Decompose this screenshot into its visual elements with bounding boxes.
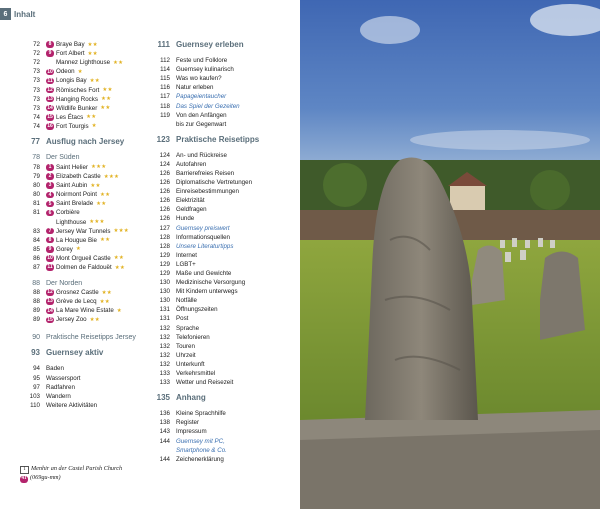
rating-stars: ★★ <box>101 289 112 296</box>
toc-page-number: 81 <box>33 209 40 217</box>
toc-page-number: 110 <box>30 401 40 409</box>
poi-badge: 12 <box>47 86 53 93</box>
poi-badge: 15 <box>47 316 53 323</box>
cloud <box>410 130 590 150</box>
toc-entry[interactable] <box>150 314 290 323</box>
poi-badge: 12 <box>47 289 53 296</box>
poi-badge: 8 <box>46 41 54 48</box>
toc-label: Post <box>176 315 189 323</box>
toc-page-number: 133 <box>159 379 170 387</box>
toc-entry[interactable] <box>20 297 138 306</box>
toc-label: Braye Bay <box>56 41 85 49</box>
toc-page-number: 89 <box>33 316 40 324</box>
toc-page-number: 132 <box>159 360 170 368</box>
toc-label: Was wo kaufen? <box>176 75 222 83</box>
toc-page-number: 128 <box>159 242 170 250</box>
toc-label: Register <box>176 419 200 427</box>
toc-entry[interactable] <box>150 427 290 436</box>
toc-page-number: 80 <box>33 182 40 190</box>
rating-stars: ★★★ <box>89 219 105 226</box>
toc-label: Weitere Aktivitäten <box>46 401 98 409</box>
rating-stars: ★ <box>75 246 81 253</box>
rating-stars: ★ <box>77 68 83 75</box>
toc-label: Baden <box>46 365 64 373</box>
toc-entry[interactable] <box>20 364 138 373</box>
toc-label: Dolmen de Faldouët <box>56 264 112 272</box>
toc-page-number: 118 <box>160 102 170 110</box>
toc-page-number: 117 <box>160 93 170 101</box>
toc-label: Guernsey mit PC, <box>176 437 225 445</box>
menhir-photo <box>300 0 600 509</box>
page-title: Inhalt <box>14 9 36 19</box>
toc-entry[interactable] <box>20 163 138 172</box>
toc-label: Von den Anfängen <box>176 111 227 119</box>
toc-label: Sprache <box>176 324 200 332</box>
toc-entry[interactable] <box>150 260 290 269</box>
toc-entry[interactable] <box>20 85 138 94</box>
toc-label: Wassersport <box>46 374 81 382</box>
rating-stars: ★★ <box>96 200 107 207</box>
toc-page-number: 132 <box>159 324 170 332</box>
toc-label: Autofahren <box>176 160 207 168</box>
toc-entry[interactable] <box>150 151 290 160</box>
toc-label: Internet <box>176 251 197 259</box>
poi-badge: 16 <box>47 123 53 130</box>
poi-badge: 6 <box>46 210 54 217</box>
toc-label: Jersey War Tunnels <box>56 227 111 235</box>
toc-entry[interactable] <box>150 333 290 342</box>
toc-label: Wetter und Reisezeit <box>176 379 234 387</box>
toc-entry[interactable] <box>150 409 290 418</box>
toc-entry[interactable] <box>150 296 290 305</box>
section-heading[interactable]: 135 Anhang <box>156 393 206 403</box>
toc-entry[interactable] <box>20 236 138 245</box>
toc-entry[interactable] <box>20 49 138 58</box>
subsection-heading[interactable]: 78 Der Süden <box>32 154 80 162</box>
toc-entry[interactable] <box>20 40 138 49</box>
rating-stars: ★★ <box>114 264 125 271</box>
toc-entry[interactable] <box>20 245 138 254</box>
toc-label: Maße und Gewichte <box>176 270 232 278</box>
toc-entry[interactable] <box>150 233 290 242</box>
toc-label: Zeichenerklärung <box>176 455 224 463</box>
poi-badge: 14 <box>47 104 53 111</box>
toc-entry[interactable] <box>150 65 290 74</box>
toc-page-number: 83 <box>33 227 40 235</box>
toc-label: Elektrizität <box>176 197 205 205</box>
toc-page-number: 130 <box>159 279 170 287</box>
toc-label: Grosnez Castle <box>56 289 99 297</box>
toc-label: Corbière <box>56 209 80 217</box>
tree <box>323 163 367 207</box>
rating-stars: ★★★ <box>113 228 129 235</box>
toc-entry[interactable] <box>20 172 138 181</box>
toc-page-number: 132 <box>159 351 170 359</box>
house <box>450 185 485 210</box>
toc-page-number: 114 <box>160 66 170 74</box>
toc-label: Öffnungszeiten <box>176 306 218 314</box>
toc-page-number: 131 <box>159 306 170 314</box>
toc-label: LGBT+ <box>176 260 196 268</box>
toc-entry[interactable] <box>150 369 290 378</box>
toc-page-number: 132 <box>159 342 170 350</box>
rating-stars: ★★★ <box>103 173 120 180</box>
poi-badge: 2 <box>46 173 54 180</box>
toc-page-number: 73 <box>33 68 40 76</box>
toc-page-number: 72 <box>33 50 40 58</box>
toc-label: Geldfragen <box>176 206 207 214</box>
toc-entry[interactable] <box>150 305 290 314</box>
toc-entry[interactable] <box>20 95 138 104</box>
toc-entry[interactable] <box>150 278 290 287</box>
toc-label: Mit Kindern unterwegs <box>176 288 238 296</box>
toc-entry[interactable] <box>20 218 138 227</box>
toc-entry[interactable] <box>20 306 138 315</box>
section-heading[interactable]: 123 Praktische Reisetipps <box>156 134 260 144</box>
toc-page-number: 130 <box>159 297 170 305</box>
grave-stone-right <box>540 252 585 341</box>
toc-label: Barrierefreies Reisen <box>176 169 235 177</box>
poi-badge: 13 <box>47 95 53 102</box>
toc-entry[interactable] <box>150 324 290 333</box>
toc-entry[interactable] <box>20 263 138 272</box>
toc-page-number: 86 <box>33 254 40 262</box>
toc-entry[interactable] <box>150 101 290 110</box>
map-badge: 41 <box>21 476 27 481</box>
tree <box>530 170 570 210</box>
toc-page-number: 74 <box>33 113 40 121</box>
toc-label: An- und Rückreise <box>176 151 227 159</box>
toc-page-number: 84 <box>33 236 40 244</box>
poi-badge: 7 <box>46 228 54 235</box>
toc-label: Touren <box>176 342 195 350</box>
section-heading[interactable]: 111 Guernsey erleben <box>157 40 244 49</box>
toc-entry[interactable] <box>150 74 290 83</box>
toc-entry[interactable] <box>150 160 290 169</box>
toc-entry[interactable] <box>150 351 290 360</box>
toc-entry[interactable] <box>150 224 290 233</box>
rating-stars: ★★ <box>90 182 101 189</box>
subsection-heading[interactable]: 90 Praktische Reisetipps Jersey <box>32 333 136 341</box>
toc-page-number: 88 <box>33 298 40 306</box>
toc-page-number: 87 <box>33 264 40 272</box>
toc-page-number: 78 <box>33 163 40 171</box>
caption-icon: 1 <box>20 466 29 474</box>
toc-entry[interactable] <box>20 190 138 199</box>
toc-page-number: 127 <box>159 224 170 232</box>
rating-stars: ★★ <box>89 77 100 84</box>
rating-stars: ★★ <box>113 59 124 66</box>
toc-entry[interactable] <box>150 205 290 214</box>
toc-entry[interactable] <box>20 401 138 410</box>
toc-entry[interactable] <box>150 92 290 101</box>
toc-entry[interactable] <box>150 360 290 369</box>
toc-entry[interactable] <box>20 122 138 131</box>
rating-stars: ★★ <box>100 105 111 112</box>
toc-label: Smartphone & Co. <box>176 446 227 454</box>
toc-entry[interactable] <box>150 251 290 260</box>
section-heading[interactable]: 77 Ausflug nach Jersey <box>31 136 125 146</box>
rating-stars: ★★ <box>99 237 111 244</box>
toc-label: Telefonieren <box>176 333 210 341</box>
toc-label: Saint Helier <box>56 163 88 171</box>
toc-label: Uhrzeit <box>176 351 196 359</box>
subsection-heading[interactable]: 88 Der Norden <box>32 279 83 287</box>
toc-label: Guernsey preiswert <box>176 224 230 232</box>
toc-page-number: 79 <box>33 173 40 181</box>
rating-stars: ★★ <box>86 114 97 121</box>
toc-entry[interactable] <box>150 287 290 296</box>
rating-stars: ★★ <box>99 298 110 305</box>
poi-badge: 15 <box>47 114 53 121</box>
section-heading[interactable]: 93 Guernsey aktiv <box>31 348 104 358</box>
toc-entry[interactable] <box>20 392 138 401</box>
toc-label: Elizabeth Castle <box>56 173 101 181</box>
poi-badge: 5 <box>46 201 54 208</box>
toc-label: Jersey Zoo <box>56 316 87 324</box>
toc-label: Das Spiel der Gezeiten <box>176 102 240 110</box>
toc-label: Wildlife Bunker <box>56 104 98 112</box>
toc-page-number: 130 <box>159 288 170 296</box>
toc-page-number: 131 <box>159 315 170 323</box>
toc-page-number: 136 <box>159 410 170 418</box>
rating-stars: ★★ <box>87 41 98 48</box>
toc-label: Hanging Rocks <box>56 95 98 103</box>
poi-badge: 1 <box>46 164 54 171</box>
page-number: 6 <box>0 8 11 20</box>
toc-page-number: 85 <box>33 245 40 253</box>
toc-label: Longis Bay <box>56 77 87 85</box>
toc-label: Grève de Lecq <box>56 298 97 306</box>
page-header <box>0 7 35 21</box>
toc-page-number: 81 <box>33 200 40 208</box>
poi-badge: 8 <box>46 237 54 244</box>
toc-page-number: 126 <box>159 197 170 205</box>
toc-page-number: 89 <box>33 307 40 315</box>
rating-stars: ★ <box>91 123 97 130</box>
toc-page-number: 138 <box>159 419 170 427</box>
toc-entry[interactable] <box>20 315 138 324</box>
toc-page-number: 94 <box>33 365 40 373</box>
toc-entry[interactable] <box>20 67 138 76</box>
toc-label: Les Étacs <box>56 113 84 121</box>
toc-page-number: 126 <box>159 215 170 223</box>
toc-label: Fort Albert <box>56 50 85 58</box>
toc-page-number: 95 <box>33 374 40 382</box>
toc-entry[interactable] <box>20 208 138 217</box>
toc-entry[interactable] <box>150 111 290 120</box>
toc-page-number: 126 <box>159 169 170 177</box>
rating-stars: ★ <box>116 307 122 314</box>
toc-label: Fort Tourgis <box>56 122 89 130</box>
rating-stars: ★★ <box>113 255 124 262</box>
toc-entry[interactable] <box>20 58 138 67</box>
poi-badge: 13 <box>47 298 53 305</box>
poi-badge: 10 <box>47 68 53 75</box>
toc-entry[interactable] <box>150 342 290 351</box>
toc-label: Unterkunft <box>176 360 205 368</box>
toc-label: Guernsey kulinarisch <box>176 66 234 74</box>
cloud <box>360 16 420 44</box>
toc-page-number: 73 <box>33 95 40 103</box>
toc-page-number: 124 <box>159 151 170 159</box>
toc-entry[interactable] <box>150 214 290 223</box>
toc-label: Mont Orgueil Castle <box>56 254 111 262</box>
toc-page-number: 73 <box>33 86 40 94</box>
toc-label: Medizinische Versorgung <box>176 279 246 287</box>
toc-page-number: 126 <box>159 206 170 214</box>
toc-label: Verkehrsmittel <box>176 370 216 378</box>
toc-page-number: 124 <box>159 160 170 168</box>
toc-entry[interactable] <box>150 196 290 205</box>
toc-label: Römisches Fort <box>56 86 100 94</box>
toc-label: La Hougue Bie <box>56 236 97 244</box>
toc-entry[interactable] <box>20 383 138 392</box>
toc-entry[interactable] <box>20 76 138 85</box>
toc-page-number: 129 <box>159 270 170 278</box>
toc-entry[interactable] <box>150 269 290 278</box>
toc-entry[interactable] <box>20 288 138 297</box>
toc-page-number: 143 <box>159 428 170 436</box>
toc-page-number: 80 <box>33 191 40 199</box>
contents-column-left <box>20 40 138 410</box>
toc-label: Notfälle <box>176 297 197 305</box>
toc-label: Gorey <box>56 245 73 253</box>
toc-label: Mannez Lighthouse <box>56 59 111 67</box>
toc-entry[interactable] <box>150 178 290 187</box>
toc-page-number: 132 <box>159 333 170 341</box>
toc-page-number: 88 <box>33 289 40 297</box>
toc-label: Papageientaucher <box>176 93 227 101</box>
toc-label: Feste und Folklore <box>176 57 228 65</box>
toc-page-number: 144 <box>159 455 170 463</box>
toc-page-number: 72 <box>33 59 40 67</box>
toc-entry[interactable] <box>150 56 290 65</box>
toc-entry[interactable] <box>150 446 290 455</box>
toc-entry[interactable] <box>20 181 138 190</box>
photo-illustration <box>300 0 600 509</box>
toc-label: bis zur Gegenwart <box>176 120 227 128</box>
toc-page-number: 133 <box>159 370 170 378</box>
poi-badge: 10 <box>47 255 53 262</box>
toc-label: Radfahren <box>46 383 75 391</box>
toc-entry[interactable] <box>150 83 290 92</box>
toc-page-number: 74 <box>33 122 40 130</box>
toc-entry[interactable] <box>150 378 290 387</box>
toc-entry[interactable] <box>20 227 138 236</box>
toc-page-number: 128 <box>159 233 170 241</box>
toc-entry[interactable] <box>20 374 138 383</box>
toc-label: Lighthouse <box>56 218 87 226</box>
toc-page-number: 73 <box>33 77 40 85</box>
poi-badge: 9 <box>46 50 54 57</box>
toc-entry[interactable] <box>150 455 290 464</box>
toc-label: Noirmont Point <box>56 191 97 199</box>
toc-label: Saint Brelade <box>56 200 94 208</box>
rating-stars: ★★ <box>102 87 113 94</box>
poi-badge: 3 <box>46 182 54 189</box>
toc-label: Unsere Literaturtipps <box>176 242 234 250</box>
poi-badge: 4 <box>46 192 54 199</box>
toc-entry[interactable] <box>150 187 290 196</box>
toc-page-number: 129 <box>159 251 170 259</box>
toc-label: Hunde <box>176 215 195 223</box>
toc-page-number: 126 <box>159 179 170 187</box>
toc-entry[interactable] <box>150 418 290 427</box>
toc-label: Odeon <box>56 68 75 76</box>
poi-badge: 9 <box>46 246 54 253</box>
toc-entry[interactable] <box>150 120 290 129</box>
toc-page-number: 73 <box>33 104 40 112</box>
toc-label: Diplomatische Vertretungen <box>176 179 253 187</box>
toc-label: Wandern <box>46 392 71 400</box>
contents-column-right <box>150 40 290 464</box>
photo-caption: 1 Menhir an der Castel Parish Church 41 (069gu-mm) <box>21 465 123 481</box>
toc-page-number: 72 <box>33 41 40 49</box>
toc-page-number: 103 <box>29 392 40 400</box>
toc-page-number: 112 <box>160 57 170 65</box>
rating-stars: ★★★ <box>90 164 107 171</box>
toc-label: Einreisebestimmungen <box>176 188 239 196</box>
rating-stars: ★★ <box>100 96 112 103</box>
poi-badge: 11 <box>47 77 53 84</box>
toc-entry[interactable] <box>20 113 138 122</box>
toc-entry[interactable] <box>150 169 290 178</box>
toc-label: Natur erleben <box>176 84 214 92</box>
rating-stars: ★★ <box>99 191 111 198</box>
toc-label: Saint Aubin <box>56 182 88 190</box>
toc-page-number: 129 <box>159 260 170 268</box>
toc-label: Impressum <box>176 428 207 436</box>
toc-page-number: 115 <box>160 75 170 83</box>
rating-stars: ★★ <box>87 50 98 57</box>
toc-entry[interactable] <box>20 199 138 208</box>
toc-entry[interactable] <box>20 254 138 263</box>
toc-page-number: 116 <box>160 84 170 92</box>
toc-entry[interactable] <box>150 436 290 445</box>
toc-page-number: 97 <box>33 383 40 391</box>
toc-page-number: 144 <box>159 437 170 445</box>
toc-label: Informationsquellen <box>176 233 231 241</box>
poi-badge: 14 <box>47 307 53 314</box>
toc-label: La Mare Wine Estate <box>56 307 114 315</box>
toc-label: Kleine Sprachhilfe <box>176 410 226 418</box>
toc-entry[interactable] <box>20 104 138 113</box>
toc-page-number: 126 <box>159 188 170 196</box>
toc-page-number: 119 <box>160 111 170 119</box>
rating-stars: ★★ <box>89 316 100 323</box>
toc-entry[interactable] <box>150 242 290 251</box>
poi-badge: 11 <box>47 264 53 271</box>
